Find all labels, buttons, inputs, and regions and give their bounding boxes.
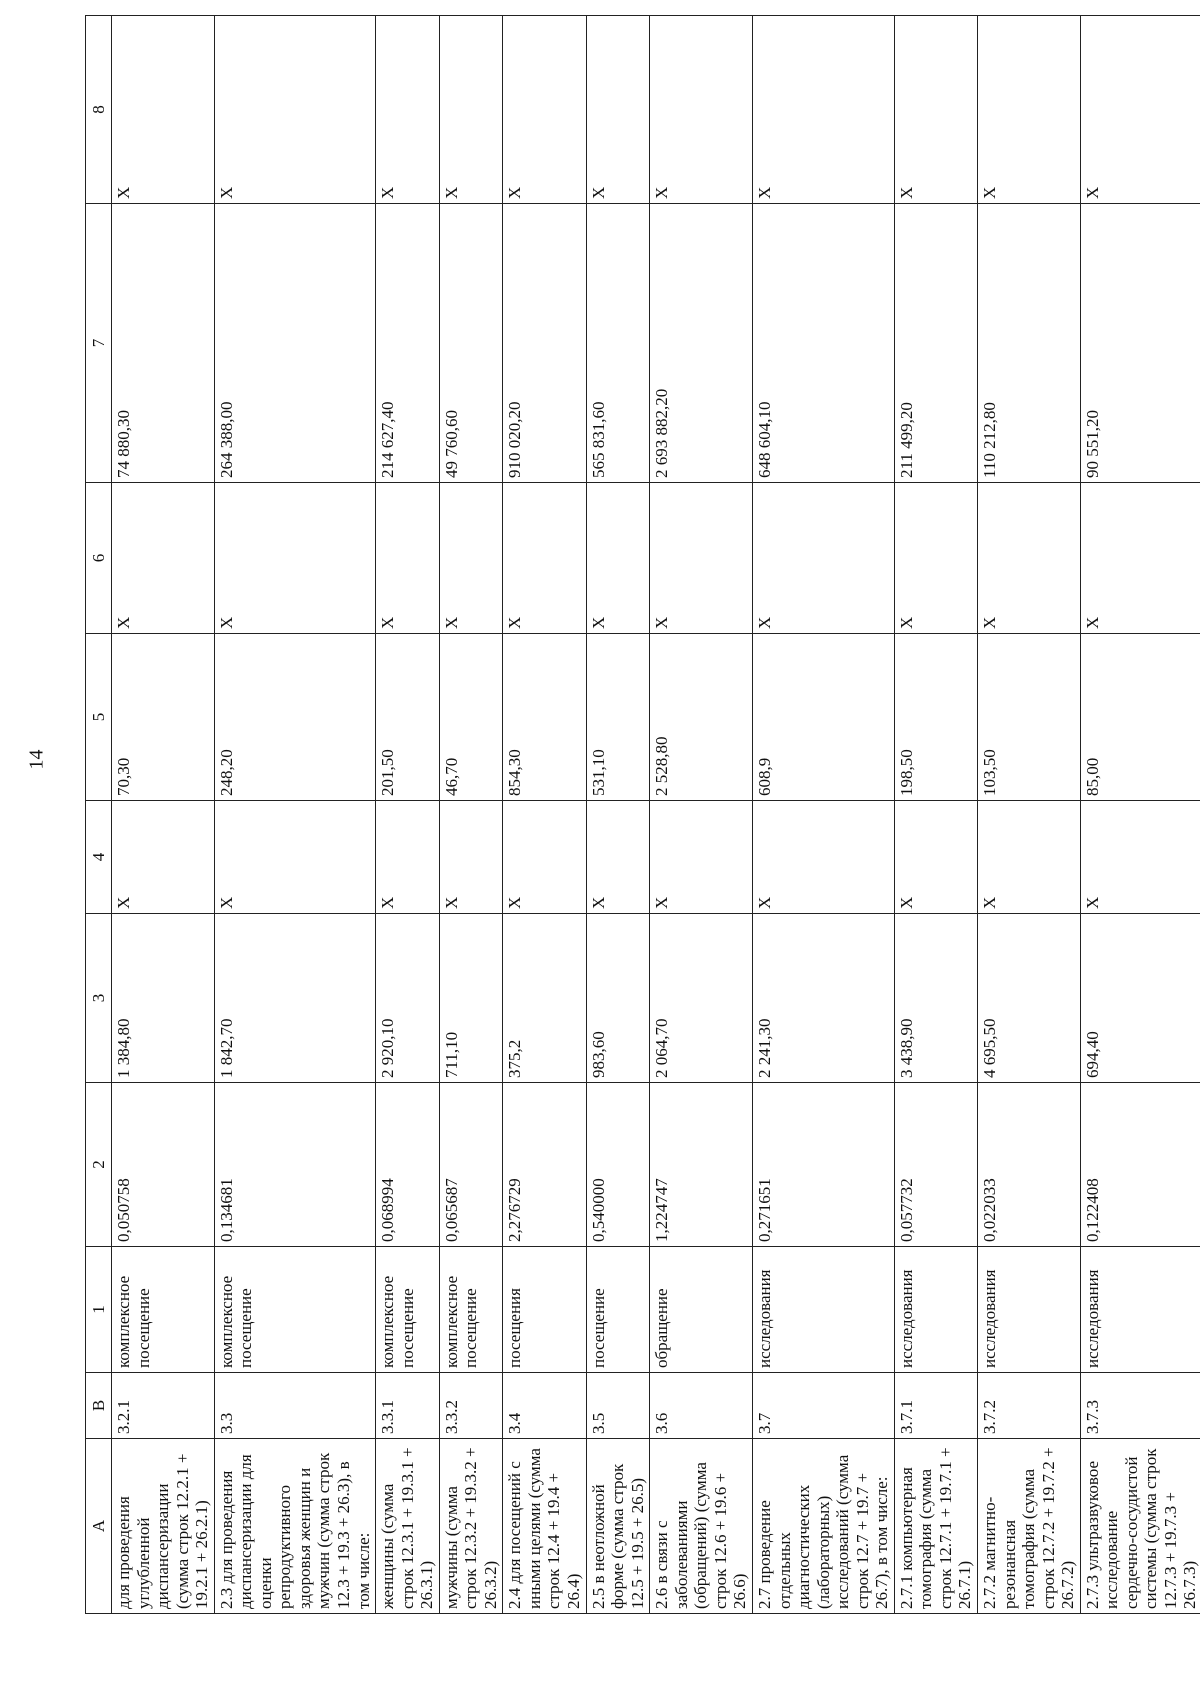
col-header-6: 6	[86, 483, 112, 634]
mark-col-6: Х	[1080, 483, 1200, 634]
value-col-5: 2 528,80	[650, 634, 753, 801]
value-col-3: 375,2	[503, 914, 586, 1083]
mark-col-4: Х	[112, 801, 215, 914]
value-col-5: 854,30	[503, 634, 586, 801]
value-col-2: 0,050758	[112, 1083, 215, 1247]
row-code: 3.3	[214, 1373, 375, 1439]
unit: исследования	[1080, 1247, 1200, 1373]
row-label: 2.3 для проведения диспансеризации для оценки репродуктивного здоровья женщин и мужчин (сумма строк 12.3 + 19.3 + 26.3), в том числе:	[214, 1439, 375, 1614]
mark-col-6: Х	[439, 483, 503, 634]
mark-col-4: Х	[894, 801, 977, 914]
table-row	[650, 16, 753, 1614]
value-col-7: 910 020,20	[503, 204, 586, 483]
value-col-3: 2 920,10	[376, 914, 440, 1083]
row-code: 3.7.3	[1080, 1373, 1200, 1439]
value-col-7: 74 880,30	[112, 204, 215, 483]
unit: комплексное посещение	[376, 1247, 440, 1373]
row-code: 3.5	[586, 1373, 650, 1439]
mark-col-8: Х	[376, 16, 440, 204]
table-row	[894, 16, 977, 1614]
value-col-2: 0,134681	[214, 1083, 375, 1247]
table-row	[752, 16, 894, 1614]
unit: посещения	[503, 1247, 586, 1373]
row-code: 3.7	[752, 1373, 894, 1439]
mark-col-6: Х	[112, 483, 215, 634]
value-col-3: 1 842,70	[214, 914, 375, 1083]
value-col-3: 2 241,30	[752, 914, 894, 1083]
value-col-5: 608,9	[752, 634, 894, 801]
value-col-3: 1 384,80	[112, 914, 215, 1083]
value-col-2: 0,540000	[586, 1083, 650, 1247]
unit: исследования	[752, 1247, 894, 1373]
value-col-5: 531,10	[586, 634, 650, 801]
value-col-2: 0,271651	[752, 1083, 894, 1247]
table-row	[214, 16, 375, 1614]
value-col-5: 248,20	[214, 634, 375, 801]
value-col-3: 4 695,50	[977, 914, 1080, 1083]
row-label: 2.7.1 компьютерная томография (сумма строк 12.7.1 + 19.7.1 + 26.7.1)	[894, 1439, 977, 1614]
row-label: 2.4 для посещений с иными целями (сумма строк 12.4 + 19.4 + 26.4)	[503, 1439, 586, 1614]
value-col-2: 0,057732	[894, 1083, 977, 1247]
unit: комплексное посещение	[439, 1247, 503, 1373]
value-col-5: 70,30	[112, 634, 215, 801]
row-label: 2.7.2 магнитно-резонансная томография (сумма строк 12.7.2 + 19.7.2 + 26.7.2)	[977, 1439, 1080, 1614]
value-col-7: 565 831,60	[586, 204, 650, 483]
value-col-5: 103,50	[977, 634, 1080, 801]
table-row	[586, 16, 650, 1614]
col-header-4: 4	[86, 801, 112, 914]
mark-col-8: Х	[650, 16, 753, 204]
mark-col-4: Х	[439, 801, 503, 914]
mark-col-8: Х	[1080, 16, 1200, 204]
unit: комплексное посещение	[214, 1247, 375, 1373]
col-header-5: 5	[86, 634, 112, 801]
mark-col-4: Х	[586, 801, 650, 914]
mark-col-4: Х	[977, 801, 1080, 914]
mark-col-6: Х	[376, 483, 440, 634]
row-label: 2.7 проведение отдельных диагностических (лабораторных) исследований (сумма строк 12.7 + 19.7 + 26.7), в том числе:	[752, 1439, 894, 1614]
table-row	[1080, 16, 1200, 1614]
mark-col-6: Х	[977, 483, 1080, 634]
value-col-3: 694,40	[1080, 914, 1200, 1083]
mark-col-4: Х	[214, 801, 375, 914]
mark-col-6: Х	[894, 483, 977, 634]
row-label: женщины (сумма строк 12.3.1 + 19.3.1 + 26.3.1)	[376, 1439, 440, 1614]
value-col-3: 2 064,70	[650, 914, 753, 1083]
rotated-table-container	[85, 16, 1200, 1614]
value-col-7: 264 388,00	[214, 204, 375, 483]
row-label: мужчины (сумма строк 12.3.2 + 19.3.2 + 26.3.2)	[439, 1439, 503, 1614]
row-label: 2.5 в неотложной форме (сумма строк 12.5 + 19.5 + 26.5)	[586, 1439, 650, 1614]
mark-col-8: Х	[214, 16, 375, 204]
unit: обращение	[650, 1247, 753, 1373]
header-row	[86, 16, 112, 1614]
mark-col-4: Х	[376, 801, 440, 914]
mark-col-8: Х	[752, 16, 894, 204]
value-col-2: 0,022033	[977, 1083, 1080, 1247]
mark-col-8: Х	[977, 16, 1080, 204]
row-code: 3.4	[503, 1373, 586, 1439]
value-col-7: 90 551,20	[1080, 204, 1200, 483]
value-col-5: 46,70	[439, 634, 503, 801]
value-col-5: 201,50	[376, 634, 440, 801]
value-col-7: 49 760,60	[439, 204, 503, 483]
col-header-a: A	[86, 1439, 112, 1614]
table-row	[376, 16, 440, 1614]
value-col-7: 110 212,80	[977, 204, 1080, 483]
unit: исследования	[894, 1247, 977, 1373]
mark-col-8: Х	[894, 16, 977, 204]
mark-col-6: Х	[650, 483, 753, 634]
row-code: 3.3.1	[376, 1373, 440, 1439]
row-label: 2.6 в связи с заболеваниями (обращений) (сумма строк 12.6 + 19.6 + 26.6)	[650, 1439, 753, 1614]
value-col-3: 983,60	[586, 914, 650, 1083]
value-col-7: 2 693 882,20	[650, 204, 753, 483]
row-label: 2.7.3 ультразвуковое исследование сердечно-сосудистой системы (сумма строк 12.7.3 + 19.7.3 + 26.7.3)	[1080, 1439, 1200, 1614]
col-header-7: 7	[86, 204, 112, 483]
table-row	[977, 16, 1080, 1614]
value-col-5: 198,50	[894, 634, 977, 801]
col-header-8: 8	[86, 16, 112, 204]
mark-col-6: Х	[752, 483, 894, 634]
mark-col-8: Х	[586, 16, 650, 204]
table-row	[503, 16, 586, 1614]
data-table	[85, 15, 1200, 1614]
col-header-2: 2	[86, 1083, 112, 1247]
row-code: 3.7.1	[894, 1373, 977, 1439]
unit: посещение	[586, 1247, 650, 1373]
value-col-5: 85,00	[1080, 634, 1200, 801]
mark-col-8: Х	[503, 16, 586, 204]
mark-col-8: Х	[112, 16, 215, 204]
value-col-7: 648 604,10	[752, 204, 894, 483]
value-col-7: 214 627,40	[376, 204, 440, 483]
row-code: 3.7.2	[977, 1373, 1080, 1439]
mark-col-4: Х	[650, 801, 753, 914]
table-body	[112, 16, 1200, 1614]
value-col-2: 0,122408	[1080, 1083, 1200, 1247]
mark-col-4: Х	[503, 801, 586, 914]
mark-col-4: Х	[1080, 801, 1200, 914]
unit: исследования	[977, 1247, 1080, 1373]
table-row	[439, 16, 503, 1614]
mark-col-6: Х	[503, 483, 586, 634]
value-col-3: 711,10	[439, 914, 503, 1083]
mark-col-8: Х	[439, 16, 503, 204]
row-code: 3.3.2	[439, 1373, 503, 1439]
page-number: 14	[25, 749, 48, 770]
value-col-7: 211 499,20	[894, 204, 977, 483]
value-col-3: 3 438,90	[894, 914, 977, 1083]
value-col-2: 0,065687	[439, 1083, 503, 1247]
col-header-3: 3	[86, 914, 112, 1083]
col-header-b: B	[86, 1373, 112, 1439]
row-code: 3.2.1	[112, 1373, 215, 1439]
mark-col-6: Х	[214, 483, 375, 634]
value-col-2: 0,068994	[376, 1083, 440, 1247]
mark-col-6: Х	[586, 483, 650, 634]
row-code: 3.6	[650, 1373, 753, 1439]
value-col-2: 2,276729	[503, 1083, 586, 1247]
col-header-1: 1	[86, 1247, 112, 1373]
unit: комплексное посещение	[112, 1247, 215, 1373]
row-label: для проведения углубленной диспансеризации (сумма строк 12.2.1 + 19.2.1 + 26.2.1)	[112, 1439, 215, 1614]
table-row	[112, 16, 215, 1614]
mark-col-4: Х	[752, 801, 894, 914]
value-col-2: 1,224747	[650, 1083, 753, 1247]
